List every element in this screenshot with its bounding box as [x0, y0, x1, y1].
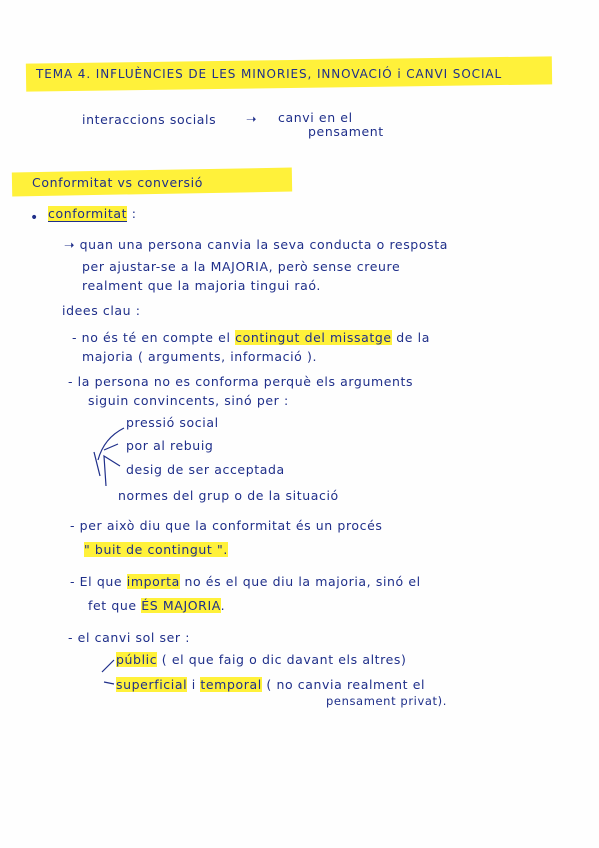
- definition-line-1: ➝ quan una persona canvia la seva conducta o resposta: [64, 237, 448, 252]
- pressure-item-1: pressió social: [126, 415, 219, 430]
- idea4-text-a: - El que: [70, 574, 127, 589]
- idea1-text-a: - no és té en compte el: [72, 330, 236, 345]
- definition-line-2: per ajustar-se a la MAJORIA, però sense creure: [82, 259, 401, 274]
- idea4-text-c: fet que: [88, 598, 142, 613]
- page-title: TEMA 4. INFLUÈNCIES DE LES MINORIES, INNOVACIÓ i CANVI SOCIAL: [36, 67, 503, 81]
- definition-line-3: realment que la majoria tingui raó.: [82, 278, 321, 293]
- pressure-item-2: por al rebuig: [126, 438, 214, 453]
- idea1-highlight: contingut del missatge: [235, 330, 392, 345]
- change-item-2-highlight-1: superficial: [116, 677, 188, 692]
- idea4-text-b: no és el que diu la majoria, sinó el: [179, 574, 421, 589]
- idea5-line1: - el canvi sol ser :: [68, 630, 191, 645]
- change-item-2-text: ( no canvia realment el: [261, 677, 426, 692]
- change-item-2-text-mid: i: [187, 677, 201, 692]
- section-heading: Conformitat vs conversió: [32, 175, 203, 190]
- change-item-1-text: ( el que faig o dic davant els altres): [157, 652, 407, 667]
- idea2-line1: - la persona no es conforma perquè els arguments: [68, 374, 414, 389]
- idea2-line2: siguin convincents, sinó per :: [88, 393, 289, 408]
- change-item-1: [116, 654, 407, 667]
- bullet-colon: :: [127, 206, 137, 221]
- intro-right-2: pensament: [308, 124, 384, 139]
- intro-left: interaccions socials: [82, 112, 217, 127]
- idea1-text-b: de la: [391, 330, 431, 345]
- pressure-item-3: desig de ser acceptada: [126, 462, 285, 477]
- intro-right-1: canvi en el: [278, 110, 353, 125]
- change-item-2: [116, 679, 425, 692]
- arrow-icon: ➝: [246, 111, 258, 126]
- change-item-2-line2: pensament privat).: [326, 694, 447, 708]
- idea3-line1: - per això diu que la conformitat és un procés: [70, 518, 383, 533]
- change-item-1-highlight: públic: [116, 652, 158, 667]
- bullet-dot: •: [30, 210, 39, 226]
- pressure-item-4: normes del grup o de la situació: [118, 488, 339, 503]
- idea4-text-d: .: [220, 598, 226, 613]
- bullet-heading-text: conformitat: [48, 206, 128, 221]
- key-ideas-label: idees clau :: [62, 303, 141, 318]
- change-item-2-highlight-2: temporal: [200, 677, 262, 692]
- idea3-highlight: " buit de contingut ".: [84, 542, 228, 557]
- idea4-highlight-1: importa: [126, 574, 180, 589]
- idea4-highlight-2: ÉS MAJORIA: [141, 598, 221, 613]
- idea1-line2: majoria ( arguments, informació ).: [82, 349, 318, 364]
